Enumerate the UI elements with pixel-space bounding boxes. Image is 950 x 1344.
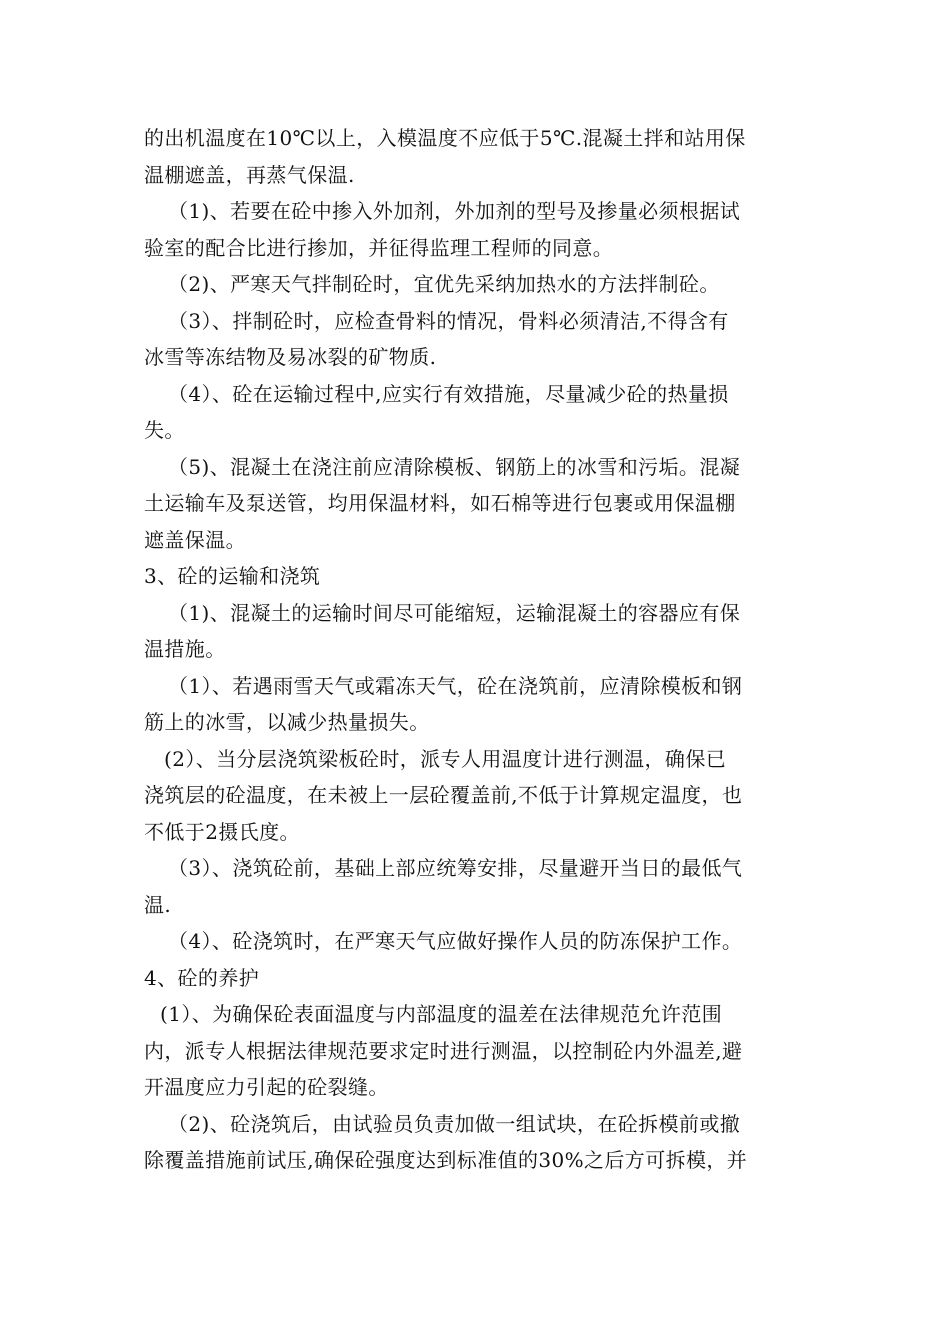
text-line: (2）、当分层浇筑梁板砼时，派专人用温度计进行测温，确保已 — [164, 746, 727, 771]
text-line: （3）、浇筑砼前，基础上部应统筹安排，尽量避开当日的最低气 — [168, 856, 743, 880]
section-heading: 3、砼的运输和浇筑 — [144, 564, 321, 588]
text-line: 浇筑层的砼温度，在未被上一层砼覆盖前,不低于计算规定温度，也 — [144, 783, 743, 807]
text-line: (1）、为确保砼表面温度与内部温度的温差在法律规范允许范围 — [160, 1002, 723, 1026]
section-heading: 4、砼的养护 — [144, 965, 260, 990]
body-text — [144, 120, 809, 1179]
text-line: （2)、严寒天气拌制砼时，宜优先采纳加热水的方法拌制砼。 — [168, 272, 720, 296]
text-line: 温棚遮盖，再蒸气保温. — [144, 162, 355, 187]
text-line: 冰雪等冻结物及易冰裂的矿物质. — [144, 345, 437, 369]
text-line: （1)、若要在砼中掺入外加剂，外加剂的型号及掺量必须根据试 — [168, 199, 741, 223]
text-line: 温. — [144, 892, 172, 917]
text-line: 失。 — [144, 418, 185, 442]
text-line: （4）、砼在运输过程中,应实行有效措施，尽量减少砼的热量损 — [168, 381, 729, 406]
text-line: 除覆盖措施前试压,确保砼强度达到标准值的30%之后方可拆模，并 — [144, 1148, 748, 1172]
text-line: （4）、砼浇筑时，在严寒天气应做好操作人员的防冻保护工作。 — [168, 929, 743, 953]
text-line: （5)、混凝土在浇注前应清除模板、钢筋上的冰雪和污垢。混凝 — [168, 454, 741, 479]
text-line: 的出机温度在10℃以上，入模温度不应低于5℃.混凝土拌和站用保 — [144, 126, 746, 150]
text-line: 温措施。 — [144, 637, 226, 661]
text-line: 内，派专人根据法律规范要求定时进行测温，以控制砼内外温差,避 — [144, 1038, 743, 1063]
text-line: （1)、混凝土的运输时间尽可能缩短，运输混凝土的容器应有保 — [168, 600, 741, 625]
text-line: 不低于2摄氏度。 — [144, 819, 300, 844]
text-line: 开温度应力引起的砼裂缝。 — [144, 1075, 389, 1099]
text-line: 遮盖保温。 — [144, 527, 246, 552]
text-line: 筋上的冰雪，以减少热量损失。 — [144, 710, 430, 734]
text-line: 土运输车及泵送管，均用保温材料，如石棉等进行包裹或用保温棚 — [144, 491, 736, 515]
text-line: （2)、砼浇筑后，由试验员负责加做一组试块，在砼拆模前或撤 — [168, 1111, 741, 1136]
text-line: （3）、拌制砼时，应检查骨料的情况，骨料必须清洁,不得含有 — [168, 308, 729, 333]
text-line: 验室的配合比进行掺加，并征得监理工程师的同意。 — [144, 235, 614, 260]
text-line: （1）、若遇雨雪天气或霜冻天气，砼在浇筑前，应清除模板和钢 — [168, 673, 743, 698]
